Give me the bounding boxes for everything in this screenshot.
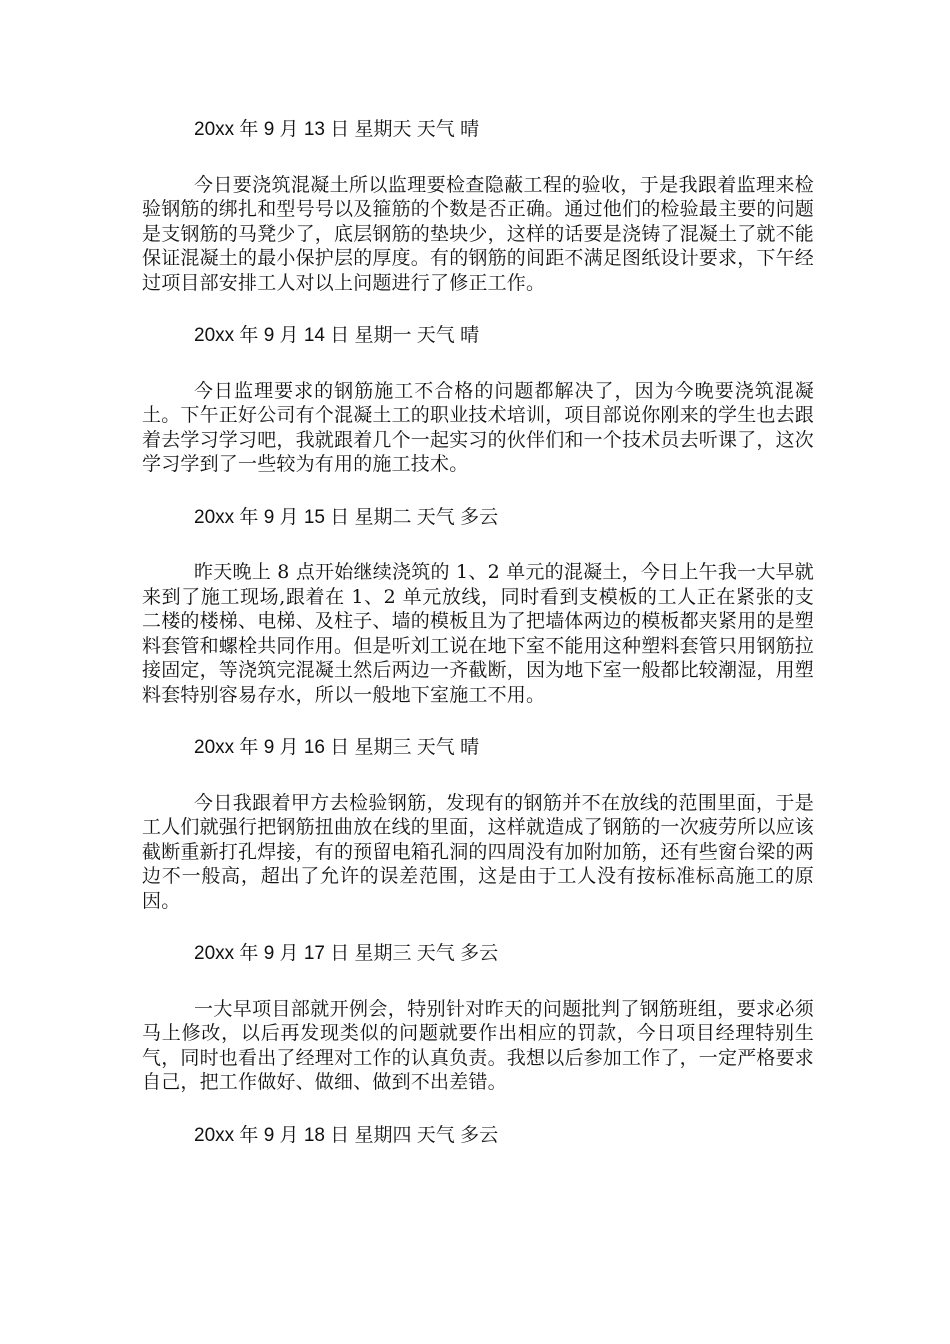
entry-heading: 20xx 年 9 月 13 日 星期天 天气 晴 [194, 119, 480, 140]
diary-content [142, 118, 814, 1148]
entry-heading: 20xx 年 9 月 18 日 星期四 天气 多云 [194, 1124, 499, 1146]
entry-heading: 20xx 年 9 月 17 日 星期三 天气 多云 [194, 943, 499, 964]
entry-heading: 20xx 年 9 月 16 日 星期三 天气 晴 [194, 737, 480, 758]
entry-body: 今日监理要求的钢筋施工不合格的问题都解决了，因为今晚要浇筑混凝土。下午正好公司有个混凝土工的职业技术培训，项目部说你刚来的学生也去跟着去学习学习吧，我就跟着几个一起实习的伙伴们和一个技术员去听课了，这次学习学到了一些较为有用的施工技术。 [142, 379, 815, 475]
entry-body: 今日我跟着甲方去检验钢筋，发现有的钢筋并不在放线的范围里面，于是工人们就强行把钢筋扭曲放在线的里面，这样就造成了钢筋的一次疲劳所以应该截断重新打孔焊接，有的预留电箱孔洞的四周没有加附加筋，还有些窗台梁的两边不一般高，超出了允许的误差范围，这是由于工人没有按标准标高施工的原因。 [142, 791, 815, 912]
entry-body: 昨天晚上 8 点开始继续浇筑的 1、2 单元的混凝土，今日上午我一大早就来到了施工现场,跟着在 1、2 单元放线，同时看到支模板的工人正在紧张的支二楼的楼梯、电梯、及柱子、墙的模板且为了把墙体两边的模板都夹紧用的是塑料套管和螺栓共同作用。但是听刘工说在地下室不能用这种塑料套管只用钢筋拉接固定，等浇筑完混凝土然后两边一齐截断，因为地下室一般都比较潮湿，用塑料套特别容易存水，所以一般地下室施工不用。 [142, 561, 815, 706]
entry-heading: 20xx 年 9 月 15 日 星期二 天气 多云 [194, 506, 499, 528]
entry-heading: 20xx 年 9 月 14 日 星期一 天气 晴 [194, 325, 480, 346]
entry-body: 今日要浇筑混凝土所以监理要检查隐蔽工程的验收，于是我跟着监理来检验钢筋的绑扎和型号号以及箍筋的个数是否正确。通过他们的检验最主要的问题是支钢筋的马凳少了，底层钢筋的垫块少，这样的话要是浇铸了混凝土了就不能保证混凝土的最小保护层的厚度。有的钢筋的间距不满足图纸设计要求，下午经过项目部安排工人对以上问题进行了修正工作。 [142, 173, 815, 294]
entry-body: 一大早项目部就开例会，特别针对昨天的问题批判了钢筋班组，要求必须马上修改，以后再发现类似的问题就要作出相应的罚款，今日项目经理特别生气，同时也看出了经理对工作的认真负责。我想以后参加工作了，一定严格要求自己，把工作做好、做细、做到不出差错。 [142, 997, 815, 1093]
